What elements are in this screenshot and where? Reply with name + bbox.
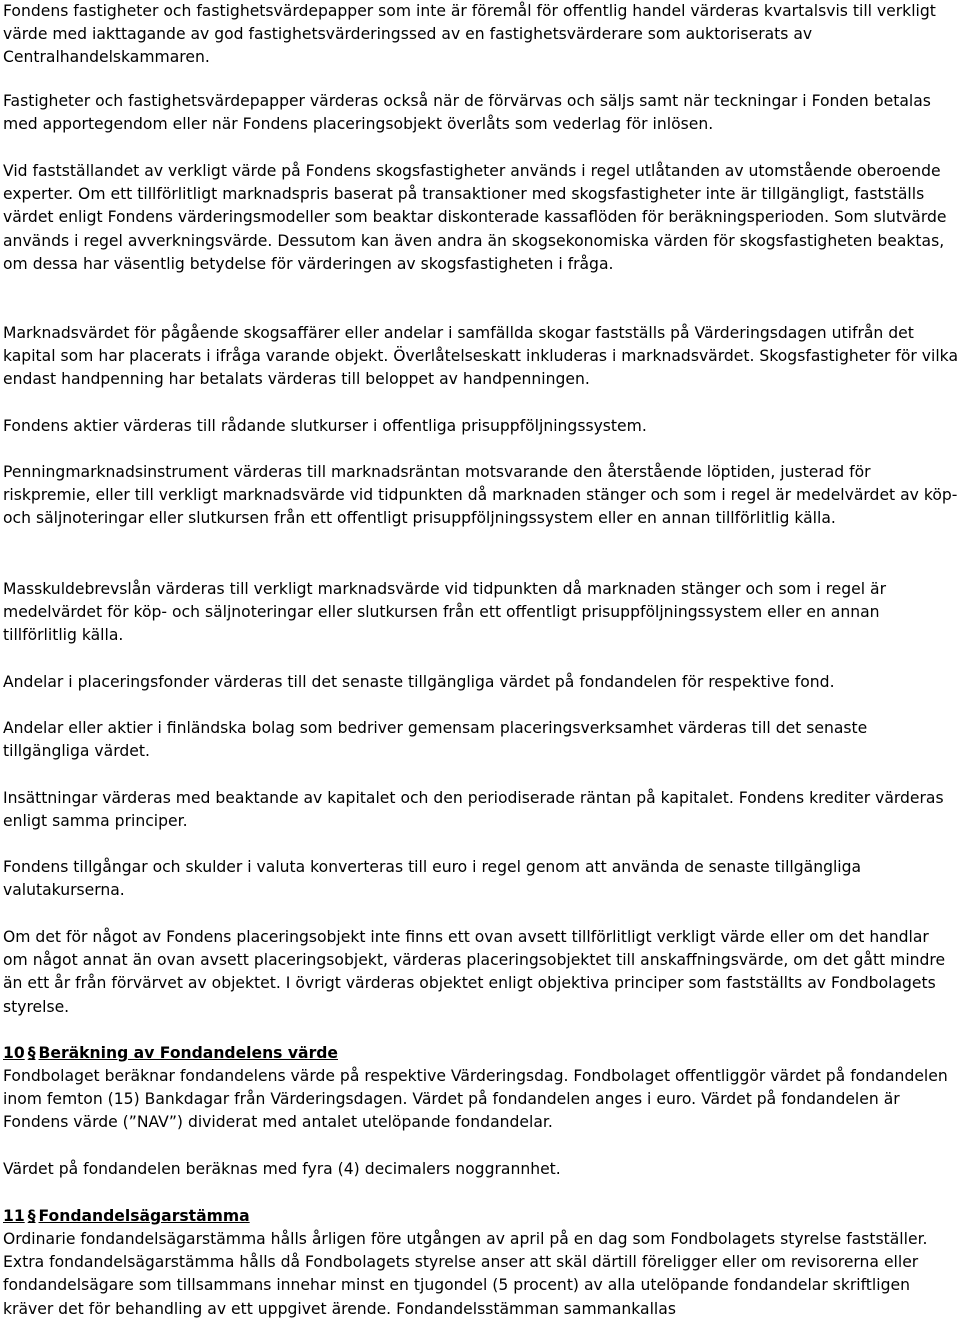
paragraph-finnish-companies-shares: Andelar eller aktier i finländska bolag som bedriver gemensam placeringsverksamhet värderas till det senaste tillgängliga värdet. xyxy=(3,719,868,761)
section-10-title: Beräkning av Fondandelens värde xyxy=(38,1044,339,1062)
section-10-symbol: § xyxy=(27,1044,36,1062)
paragraph-valuation-on-acquisition: Fastigheter och fastighetsvärdepapper värderas också när de förvärvas och säljs samt när teckningar i Fonden betalas med apportegendom eller när Fondens placeringsobjekt överlåts som vederlag för inlösen. xyxy=(3,92,931,134)
paragraph-currency-conversion: Fondens tillgångar och skulder i valuta konverteras till euro i regel genom att använda de senaste tillgängliga valutakurserna. xyxy=(3,858,862,900)
section-11-title: Fondandelsägarstämma xyxy=(38,1207,250,1225)
section-10-number: 10 xyxy=(3,1044,25,1062)
section-11-number: 11 xyxy=(3,1207,25,1225)
paragraph-deposits-valuation: Insättningar värderas med beaktande av kapitalet och den periodiserade räntan på kapitalet. Fondens krediter värderas enligt samma principer. xyxy=(3,789,944,831)
paragraph-market-value-forest-deals: Marknadsvärdet för pågående skogsaffärer eller andelar i samfällda skogar fastställs på Värderingsdagen utifrån det kapital som har placerats i ifråga varande objekt. Överlåtelseskatt inkluderas i marknadsvärdet. Skogsfastigheter för vilka endast handpenning har betalats värderas till beloppet av handpenningen. xyxy=(3,324,958,389)
paragraph-other-valuation: Om det för något av Fondens placeringsobjekt inte finns ett ovan avsett tillförlitligt verkligt värde eller om det handlar om något annat än ovan avsett placeringsobjekt, värderas placeringsobjektet till anskaffningsvärde, om det gått mindre än ett år från förvärvet av objektet. I övrigt värderas objektet enligt objektiva principer som fastställts av Fondbolagets styrelse. xyxy=(3,928,946,1016)
paragraph-real-estate-valuation: Fondens fastigheter och fastighetsvärdepapper som inte är föremål för offentlig handel värderas kvartalsvis till verkligt värde med iakttagande av god fastighetsvärderingssed av en fastighetsvärderare som auktoriserats av Centralhandelskammaren. xyxy=(3,2,936,67)
section-11-symbol: § xyxy=(27,1207,36,1225)
paragraph-fund-units-valuation: Andelar i placeringsfonder värderas till det senaste tillgängliga värdet på fondandelen för respektive fond. xyxy=(3,673,835,691)
paragraph-section-11-body: Ordinarie fondandelsägarstämma hålls årligen före utgången av april på en dag som Fondbolagets styrelse fastställer. Extra fondandelsägarstämma hålls då Fondbolagets styrelse anser att skäl därtill föreligger eller om revisorerna eller fondandelsägare som tillsammans innehar minst en tjugondel (5 procent) av alla utelöpande fondandelar skriftligen kräver det för behandling av ett uppgivet ärende. Fondandelsstämman sammankallas xyxy=(3,1230,928,1318)
paragraph-section-10-decimals: Värdet på fondandelen beräknas med fyra (4) decimalers noggrannhet. xyxy=(3,1160,561,1178)
paragraph-forest-property-valuation: Vid fastställandet av verkligt värde på Fondens skogsfastigheter används i regel utlåtanden av utomstående oberoende experter. Om ett tillförlitligt marknadspris baserat på transaktioner med skogsfastigheter inte är tillgängligt, fastställs värdet enligt Fondens värderingsmodeller som beaktar diskonterade kassaflöden för beräkningsperioden. Som slutvärde används i regel avverkningsvärde. Dessutom kan även andra än skogsekonomiska värden för skogsfastigheten beaktas, om dessa har väsentlig betydelse för värderingen av skogsfastigheten i fråga. xyxy=(3,162,947,273)
paragraph-money-market-instruments: Penningmarknadsinstrument värderas till marknadsräntan motsvarande den återstående löptiden, justerad för riskpremie, eller till verkligt marknadsvärde vid tidpunkten då marknaden stänger och som i regel är medelvärdet av köp- och säljnoteringar eller slutkursen från ett offentligt prisuppföljningssystem eller en annan tillförlitlig källa. xyxy=(3,463,958,528)
section-10-heading xyxy=(3,1042,338,1065)
paragraph-section-10-body: Fondbolaget beräknar fondandelens värde på respektive Värderingsdag. Fondbolaget offentliggör värdet på fondandelen inom femton (15) Bankdagar från Värderingsdagen. Värdet på fondandelen anges i euro. Värdet på fondandelen är Fondens värde (”NAV”) dividerat med antalet utelöpande fondandelar. xyxy=(3,1067,948,1132)
paragraph-bonds-valuation: Masskuldebrevslån värderas till verkligt marknadsvärde vid tidpunkten då marknaden stänger och som i regel är medelvärdet för köp- och säljnoteringar eller slutkursen från ett offentligt prisuppföljningssystem eller en annan tillförlitlig källa. xyxy=(3,580,886,645)
section-11-heading xyxy=(3,1205,250,1228)
paragraph-shares-valuation: Fondens aktier värderas till rådande slutkurser i offentliga prisuppföljningssystem. xyxy=(3,417,647,435)
